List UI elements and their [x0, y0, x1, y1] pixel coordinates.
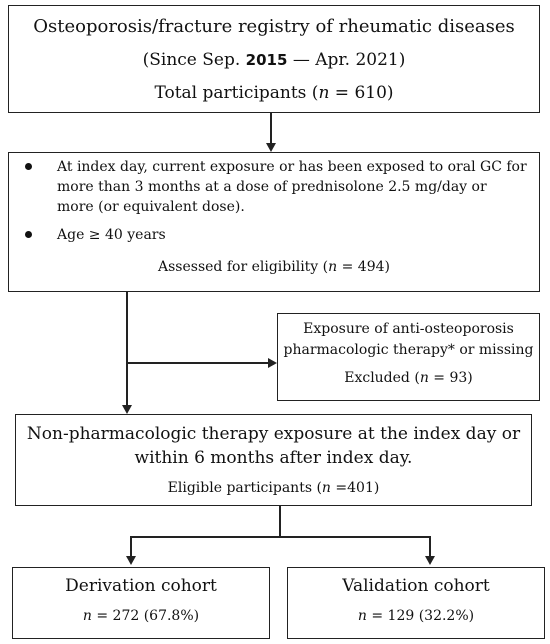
- criterion-gc-exposure: At index day, current exposure or has been exposed to oral GC for more than 3 months at a dose of prednisolone 2.5 mg/day or more (or equivalent dose).: [57, 159, 527, 215]
- assessed-for-eligibility: Assessed for eligibility (n = 494): [158, 259, 390, 275]
- derivation-title: Derivation cohort: [65, 576, 217, 596]
- arrow-head-1: [266, 143, 276, 152]
- registry-period: (Since Sep. 2015 — Apr. 2021): [142, 50, 406, 70]
- split-horizontal: [130, 536, 430, 538]
- arrow-head-derivation: [126, 556, 136, 565]
- split-right-drop: [429, 536, 431, 557]
- arrow-head-2: [122, 405, 132, 414]
- excluded-box: [277, 313, 540, 401]
- split-stem: [279, 506, 281, 537]
- total-participants: Total participants (n = 610): [154, 83, 394, 103]
- excluded-reason-1: Exposure of anti-osteoporosis: [303, 321, 514, 337]
- validation-count: n = 129 (32.2%): [357, 608, 475, 624]
- arrow-head-excluded: [268, 358, 277, 368]
- bullet-dot-2: [25, 231, 32, 238]
- arrow-head-validation: [425, 556, 435, 565]
- validation-cohort-box: [287, 567, 545, 639]
- eligible-participants: Eligible participants (n =401): [167, 480, 380, 496]
- non-pharmacologic-line-1: Non-pharmacologic therapy exposure at the index day or: [26, 424, 521, 444]
- non-pharmacologic-line-2: within 6 months after index day.: [134, 448, 413, 468]
- excluded-count: Excluded (n = 93): [344, 370, 473, 386]
- excluded-reason-2: pharmacologic therapy* or missing: [283, 342, 534, 358]
- registry-title: Osteoporosis/fracture registry of rheumatic diseases: [33, 16, 515, 37]
- criterion-age: Age ≥ 40 years: [57, 227, 166, 243]
- split-left-drop: [130, 536, 132, 557]
- eligibility-criteria-box: [8, 152, 540, 292]
- bullet-dot-1: [25, 163, 32, 170]
- derivation-count: n = 272 (67.8%): [82, 608, 200, 624]
- derivation-cohort-box: [12, 567, 270, 639]
- registry-box: [8, 5, 540, 113]
- arrow-shaft-1: [270, 113, 272, 144]
- branch-line-excluded: [126, 362, 269, 364]
- eligible-box: [15, 414, 532, 506]
- arrow-shaft-2: [126, 292, 128, 407]
- validation-title: Validation cohort: [342, 576, 490, 596]
